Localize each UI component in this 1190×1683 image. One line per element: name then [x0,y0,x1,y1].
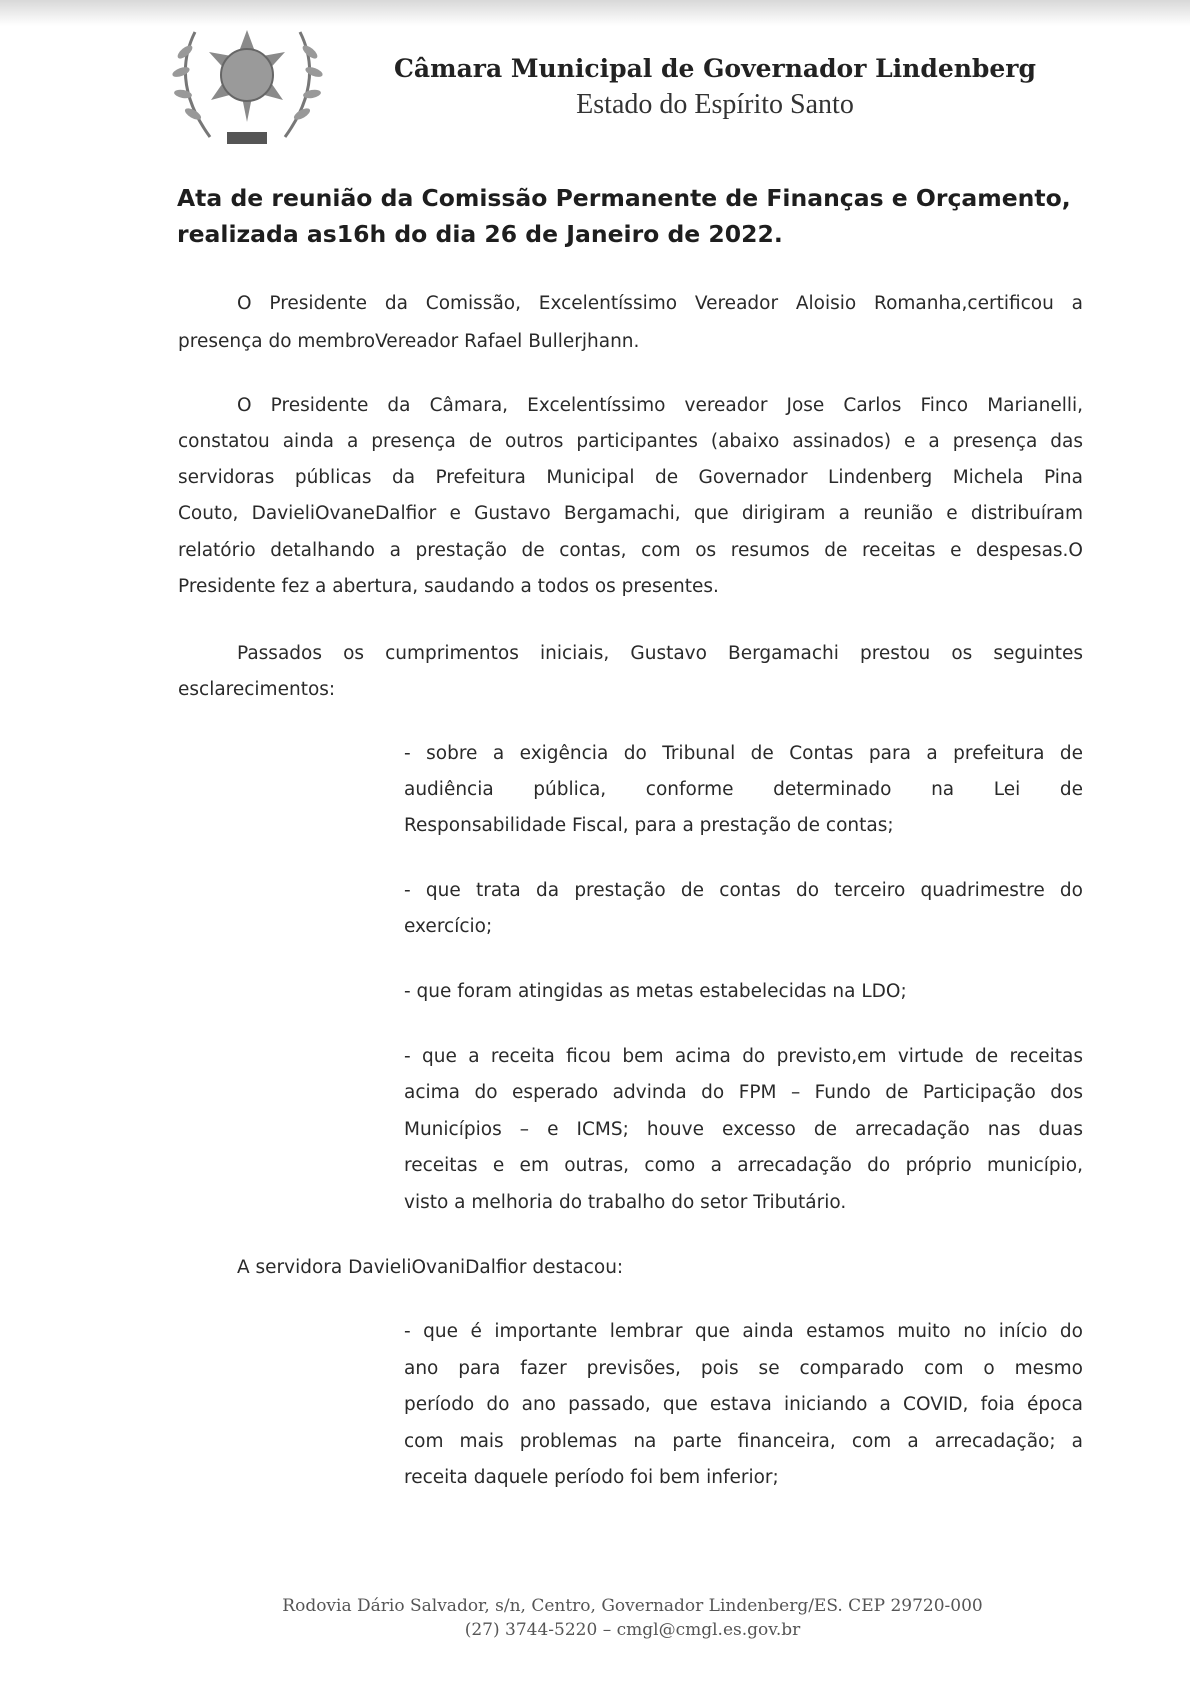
paragraph-4-line: Responsabilidade Fiscal, para a prestação de contas; [404,815,894,836]
paragraph-7-line: visto a melhoria do trabalho do setor Tributário. [404,1192,847,1213]
paragraph-3-line: esclarecimentos: [178,679,336,700]
paragraph-7-line: receitas e em outras, como a arrecadação do próprio município, [404,1155,1083,1176]
paragraph-7-line: acima do esperado advinda do FPM – Fundo de Participação dos [404,1082,1083,1103]
paragraph-8-line: A servidora DavieliOvaniDalfior destacou: [237,1257,624,1278]
paragraph-9-line: - que é importante lembrar que ainda estamos muito no início do [404,1321,1083,1342]
paragraph-2-line: servidoras públicas da Prefeitura Municipal de Governador Lindenberg Michela Pina [178,467,1083,488]
municipal-coat-of-arms-logo [165,12,330,152]
footer-address: Rodovia Dário Salvador, s/n, Centro, Governador Lindenberg/ES. CEP 29720-000 [282,1596,983,1616]
paragraph-5-line: - que trata da prestação de contas do terceiro quadrimestre do [404,880,1083,901]
document-title-line-1: Ata de reunião da Comissão Permanente de Finanças e Orçamento, [177,184,1071,212]
paragraph-6-line: - que foram atingidas as metas estabelecidas na LDO; [404,981,907,1002]
footer-contact: (27) 3744-5220 – cmgl@cmgl.es.gov.br [464,1620,801,1640]
paragraph-4-line: audiência pública, conforme determinado na Lei de [404,779,1083,800]
paragraph-5-line: exercício; [404,916,493,937]
state-name: Estado do Espírito Santo [576,89,854,120]
paragraph-9-line: receita daquele período foi bem inferior; [404,1467,779,1488]
paragraph-2-line: Couto, DavieliOvaneDalfior e Gustavo Bergamachi, que dirigiram a reunião e distribuíram [178,503,1083,524]
institution-name: Câmara Municipal de Governador Lindenberg [394,54,1036,83]
paragraph-9-line: ano para fazer previsões, pois se comparado com o mesmo [404,1358,1083,1379]
paragraph-1-line: presença do membroVereador Rafael Bullerjhann. [178,331,640,352]
paragraph-2-line: constatou ainda a presença de outros participantes (abaixo assinados) e a presença das [178,431,1083,452]
paragraph-9-line: período do ano passado, que estava iniciando a COVID, foia época [404,1394,1083,1415]
paragraph-1-line: O Presidente da Comissão, Excelentíssimo Vereador Aloisio Romanha,certificou a [237,293,1083,314]
paragraph-9-line: com mais problemas na parte financeira, com a arrecadação; a [404,1431,1083,1452]
paragraph-2-line: relatório detalhando a prestação de contas, com os resumos de receitas e despesas.O [178,540,1083,561]
paragraph-7-line: Municípios – e ICMS; houve excesso de arrecadação nas duas [404,1119,1083,1140]
paragraph-4-line: - sobre a exigência do Tribunal de Contas para a prefeitura de [404,743,1083,764]
document-title-line-2: realizada as16h do dia 26 de Janeiro de 2022. [177,220,783,248]
paragraph-2-line: O Presidente da Câmara, Excelentíssimo vereador Jose Carlos Finco Marianelli, [237,395,1083,416]
paragraph-7-line: - que a receita ficou bem acima do previsto,em virtude de receitas [404,1046,1083,1067]
paragraph-2-line: Presidente fez a abertura, saudando a todos os presentes. [178,576,719,597]
paragraph-3-line: Passados os cumprimentos iniciais, Gustavo Bergamachi prestou os seguintes [237,643,1083,664]
